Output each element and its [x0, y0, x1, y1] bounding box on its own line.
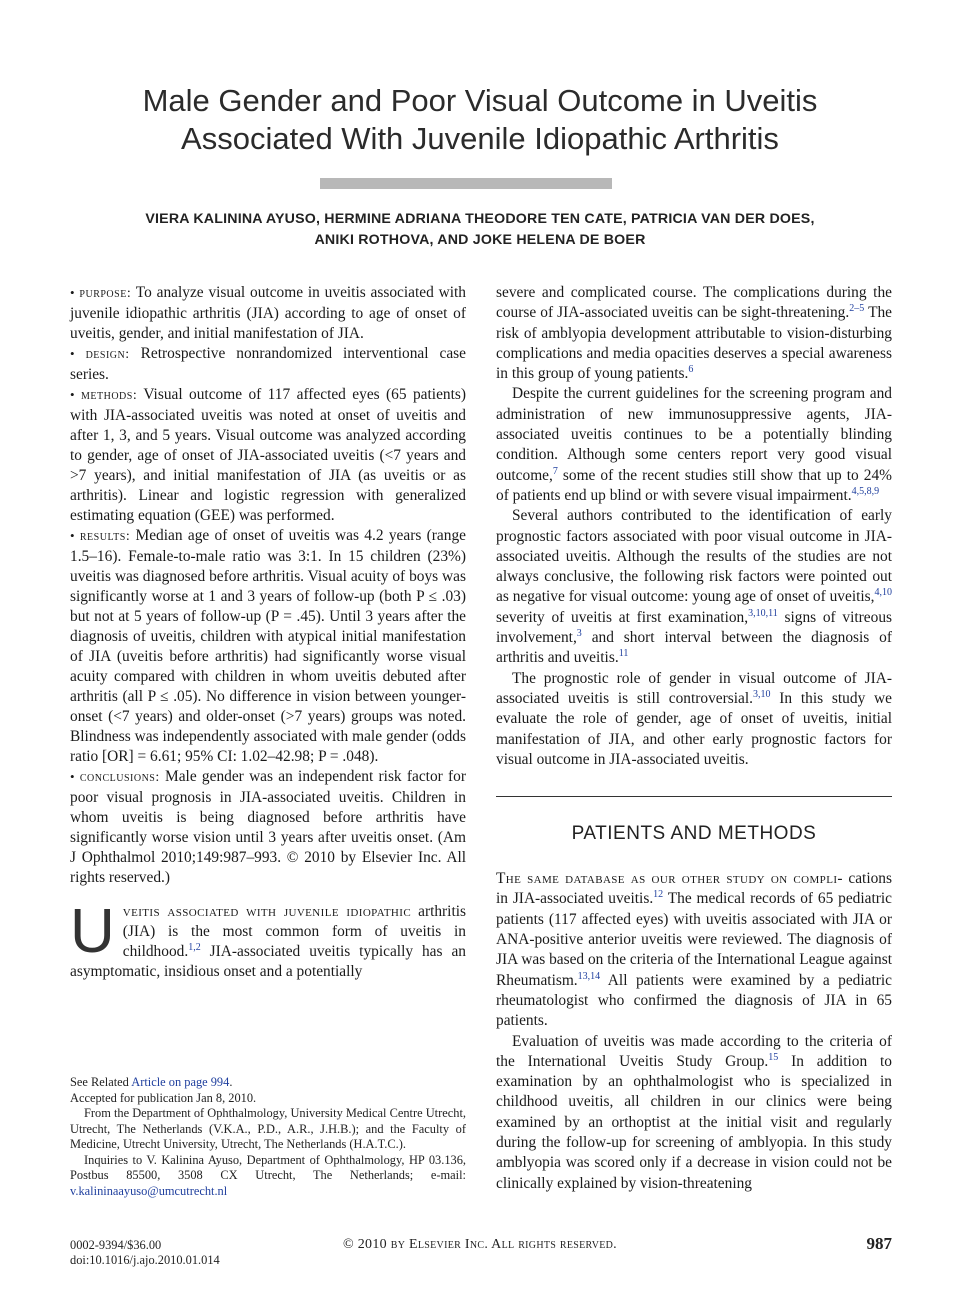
- bullet-icon: •: [70, 285, 75, 300]
- section-lead-in: The same database as our other study on compli-: [496, 870, 843, 888]
- reference-link[interactable]: 1,2: [188, 941, 201, 953]
- conclusions-text: Male gender was an independent risk factor for poor visual prognosis in JIA-associated uveitis. Children in whom uveitis is being diagnosed before arthritis have significantly worse vision until 3 years after uveitis onset.: [70, 768, 466, 846]
- reference-link[interactable]: 4,10: [874, 587, 892, 599]
- abstract: [70, 283, 466, 888]
- body-paragraph: severe and complicated course. The complications during the course of JIA-associated uveitis can be sight-threatening.$^{2-5}$ The risk of amblyopia development attributable to vision-disturbing complications and media opacities deserves a special awareness in this group of young patients.$^6$: [496, 284, 892, 383]
- bullet-icon: •: [70, 528, 75, 543]
- title-divider-bar: [320, 178, 612, 189]
- abstract-purpose: [70, 283, 466, 344]
- body-paragraph: The prognostic role of gender in visual outcome of JIA-associated uveitis is still controversial.$^{3,10}$ In this study we evaluate the role of gender, age of onset of uveitis, initial manifestation of JIA, and other early prognostic factors for visual outcome in JIA-associated uveitis.: [496, 669, 892, 768]
- body-paragraph: Several authors contributed to the identification of early prognostic factors associated with poor visual outcome in JIA-associated uveitis. Although the results of the studies are not always conclusive, the following risk factors were pointed out as negative for visual outcome: young age of onset of uveitis,$^{4,10}$ severity of uveitis at first examination,$^{3,10,11}$ signs of vitreous involvement,$^3$ and short interval between the diagnosis of arthritis and uveitis.$^{11}$: [496, 507, 893, 667]
- reference-link[interactable]: 4,5,8,9: [851, 485, 880, 497]
- left-column: [70, 283, 466, 982]
- design-label: design:: [85, 347, 130, 362]
- section-divider: [496, 796, 892, 797]
- reference-link[interactable]: 3,10: [752, 688, 771, 700]
- section-heading: PATIENTS AND METHODS: [571, 823, 817, 845]
- design-text: Retrospective nonrandomized interventional case series.: [70, 345, 466, 383]
- purpose-text: To analyze visual outcome in uveitis associated with juvenile idiopathic arthritis (JIA) according to age of onset of uveitis, gender, and initial manifestation of JIA.: [70, 284, 466, 342]
- page-number: 987: [866, 1234, 892, 1253]
- conclusions-label: conclusions:: [79, 770, 160, 785]
- footnotes: [70, 1075, 466, 1199]
- abstract-conclusions: [70, 767, 466, 888]
- email-link[interactable]: v.kalininaayuso@umcutrecht.nl: [70, 1183, 228, 1198]
- right-column: [496, 283, 892, 1194]
- body-paragraph: The same database as our other study on compli- cations in JIA-associated uveitis.$^{12}$ The medical records of 65 pediatric patients (117 affected eyes) with uveitis associated with JIA or ANA-positive anterior uveitis were reviewed. The diagnosis of JIA was based on the criteria of the International League against Rheumatism.$^{13,14}$ All patients were examined by a pediatric rheumatologist who confirmed the diagnosis of JIA in 65 patients.: [496, 870, 892, 1030]
- doi: doi:10.1016/j.ajo.2010.01.014: [70, 1253, 220, 1267]
- methods-label: methods:: [80, 388, 138, 403]
- issn: 0002-9394/$36.00: [70, 1238, 162, 1252]
- reference-link[interactable]: 2–5: [849, 303, 865, 315]
- reference-link[interactable]: 15: [768, 1051, 779, 1063]
- results-text: Median age of onset of uveitis was 4.2 years (range 1.5–16). Female-to-male ratio was 3:1. In 15 children (23%) uveitis was diagnosed before arthritis. Visual acuity of boys was significantly worse at 1 and 3 years of follow-up (both P ≤ .03) but not at 5 years of follow-up (P = .45). Until 3 years after the diagnosis of uveitis, children with atypical initial manifestation of JIA (uveitis before arthritis) had significantly worse visual acuity compared with children in whom uveitis debuted after arthritis (all P ≤ .05). No difference in vision between younger-onset (<7 years) and older-onset (>7 years) groups was noted. Blindness was independently associated with male gender (odds ratio [OR] = 6.61; 95% CI: 1.02–42.98; P = .048).: [70, 527, 466, 765]
- author-list: [70, 209, 890, 251]
- purpose-label: purpose:: [79, 286, 132, 301]
- methods-text: Visual outcome of 117 affected eyes (65 patients) with JIA-associated uveitis was noted at onset of uveitis and after 1, 3, and 5 years. Visual outcome was analyzed according to gender, age of onset of JIA-associated uveitis (<7 years and >7 years), and initial manifestation of JIA (as uveitis or as arthritis). Linear and logistic regression with generalized estimating equation (GEE) was performed.: [70, 386, 466, 524]
- reference-link[interactable]: 12: [653, 889, 664, 901]
- abstract-methods: [70, 385, 466, 526]
- intro-text: arthritis (JIA) is the most common form of uveitis in childhood.: [122, 903, 466, 960]
- reference-link[interactable]: 6: [688, 364, 694, 376]
- bullet-icon: •: [70, 387, 75, 402]
- journal-citation: (Am J Ophthalmol 2010;149:987–993. © 2010 by Elsevier Inc. All rights reserved.): [70, 829, 466, 886]
- abstract-results: [70, 526, 466, 767]
- inquiries: [70, 1153, 466, 1200]
- abstract-design: [70, 344, 466, 385]
- related-article-link[interactable]: Article on page 994: [131, 1075, 230, 1089]
- related-prefix: See Related: [70, 1075, 129, 1089]
- reference-link[interactable]: 3: [576, 627, 582, 639]
- reference-link[interactable]: 7: [552, 465, 558, 477]
- copyright-line: © 2010 by Elsevier Inc. All rights reserved.: [343, 1237, 617, 1252]
- intro-lead-in: veitis associated with juvenile idiopathic: [122, 903, 412, 920]
- introduction-paragraph: [70, 897, 466, 982]
- intro-text: JIA-associated uveitis typically has an asymptomatic, insidious onset and a potentially: [70, 943, 466, 980]
- accepted-date: Accepted for publication Jan 8, 2010.: [70, 1090, 257, 1105]
- affiliation: From the Department of Ophthalmology, University Medical Centre Utrecht, Utrecht, The Netherlands (V.K.A., P.D., A.R., J.H.B.); and the Faculty of Medicine, Utrecht University, Utrecht, The Netherlands (H.A.T.C.).: [70, 1106, 466, 1151]
- reference-link[interactable]: 13,14: [577, 970, 601, 982]
- author-line-2: ANIKI ROTHOVA, AND JOKE HELENA DE BOER: [314, 232, 646, 248]
- body-paragraph: Evaluation of uveitis was made according to the criteria of the International Uveitis Study Group.$^{15}$ In addition to examination by an ophthalmologist who is specialized in childhood uveitis, all children in our clinics were being examined by an orthoptist at the initial visit and regularly during the follow-up for screening of amblyopia. In this study amblyopia was scored only if a decrease in vision could not be clinically explained by vision-threatening: [496, 1032, 892, 1192]
- bullet-icon: •: [70, 346, 75, 361]
- related-article-note: See Related Article on page 994.: [70, 1075, 233, 1089]
- bullet-icon: •: [70, 769, 75, 784]
- results-label: results:: [79, 529, 131, 544]
- body-paragraph: Despite the current guidelines for the screening program and administration of new immunosuppressive agents, JIA-associated uveitis continues to be a potentially blinding condition. Although some centers report very good visual outcome,$^7$ some of the recent studies still show that up to 24% of patients end up blind or with severe visual impairment.$^{4,5,8,9}$: [496, 385, 892, 504]
- inquiries-text: Inquiries to V. Kalinina Ayuso, Department of Ophthalmology, HP 03.136, Postbus 85500, 3508 CX Utrecht, The Netherlands; e-mail:: [70, 1152, 466, 1182]
- reference-link[interactable]: 11: [618, 648, 629, 660]
- reference-link[interactable]: 3,10,11: [748, 607, 778, 619]
- article-title: Male Gender and Poor Visual Outcome in Uveitis Associated With Juvenile Idiopathic Arthritis: [142, 83, 818, 156]
- drop-cap: U: [70, 897, 115, 966]
- author-line-1: VIERA KALININA AYUSO, HERMINE ADRIANA THEODORE TEN CATE, PATRICIA VAN DER DOES,: [145, 211, 815, 227]
